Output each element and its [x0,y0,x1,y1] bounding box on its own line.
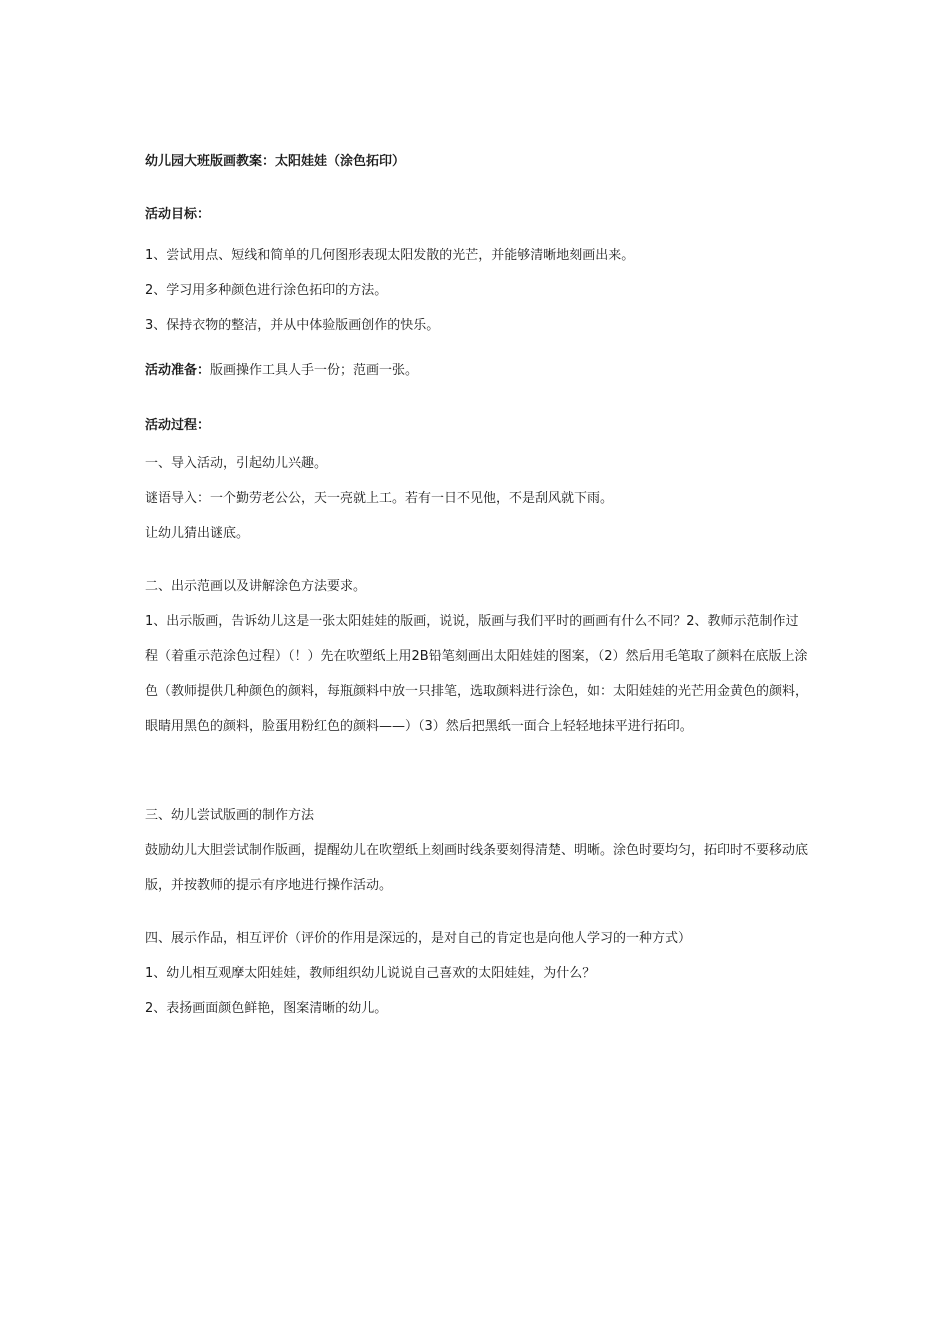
step4-line: 1、幼儿相互观摩太阳娃娃，教师组织幼儿说说自己喜欢的太阳娃娃，为什么？ [145,966,596,981]
step4-title: 四、展示作品，相互评价（评价的作用是深远的，是对自己的肯定也是向他人学习的一种方式） [145,931,692,946]
goals-section [145,205,810,343]
step2-title: 二、出示范画以及讲解涂色方法要求。 [145,579,367,594]
process-section [145,416,810,436]
step4-line: 2、表扬画面颜色鲜艳，图案清晰的幼儿。 [145,1001,388,1016]
prep-section [145,361,810,381]
step3-section [145,798,810,903]
step1-line: 谜语导入：一个勤劳老公公，天一亮就上工。若有一日不见他，不是刮风就下雨。 [145,491,614,506]
prep-label: 活动准备： [145,363,211,378]
document-title: 幼儿园大班版画教案：太阳娃娃（涂色拓印） [145,154,406,169]
goal-item: 1、尝试用点、短线和简单的几何图形表现太阳发散的光芒，并能够清晰地刻画出来。 [145,248,635,263]
goal-item: 3、保持衣物的整洁，并从中体验版画创作的快乐。 [145,318,440,333]
goal-item: 2、学习用多种颜色进行涂色拓印的方法。 [145,283,388,298]
prep-text: 版画操作工具人手一份；范画一张。 [210,363,419,378]
step1-title: 一、导入活动，引起幼儿兴趣。 [145,456,328,471]
step1-section [145,446,810,551]
step1-line: 让幼儿猜出谜底。 [145,526,250,541]
process-heading: 活动过程： [145,418,211,433]
step3-paragraph: 鼓励幼儿大胆尝试制作版画，提醒幼儿在吹塑纸上刻画时线条要刻得清楚、明晰。涂色时要均匀，拓印时不要移动底版，并按教师的提示有序地进行操作活动。 [145,843,809,893]
step2-section [145,569,810,744]
step4-section [145,921,810,1026]
step2-paragraph: 1、出示版画，告诉幼儿这是一张太阳娃娃的版画，说说，版画与我们平时的画画有什么不同？2、教师示范制作过程（着重示范涂色过程）（！）先在吹塑纸上用2B铅笔刻画出太阳娃娃的图案，（2）然后用毛笔取了颜料在底版上涂色（教师提供几种颜色的颜料，每瓶颜料中放一只排笔，选取颜料进行涂色，如：太阳娃娃的光芒用金黄色的颜料，眼睛用黑色的颜料，脸蛋用粉红色的颜料——）（3）然后把黑纸一面合上轻轻地抹平进行拓印。 [145,614,809,734]
goals-heading: 活动目标： [145,207,211,222]
step3-title: 三、幼儿尝试版画的制作方法 [145,808,315,823]
